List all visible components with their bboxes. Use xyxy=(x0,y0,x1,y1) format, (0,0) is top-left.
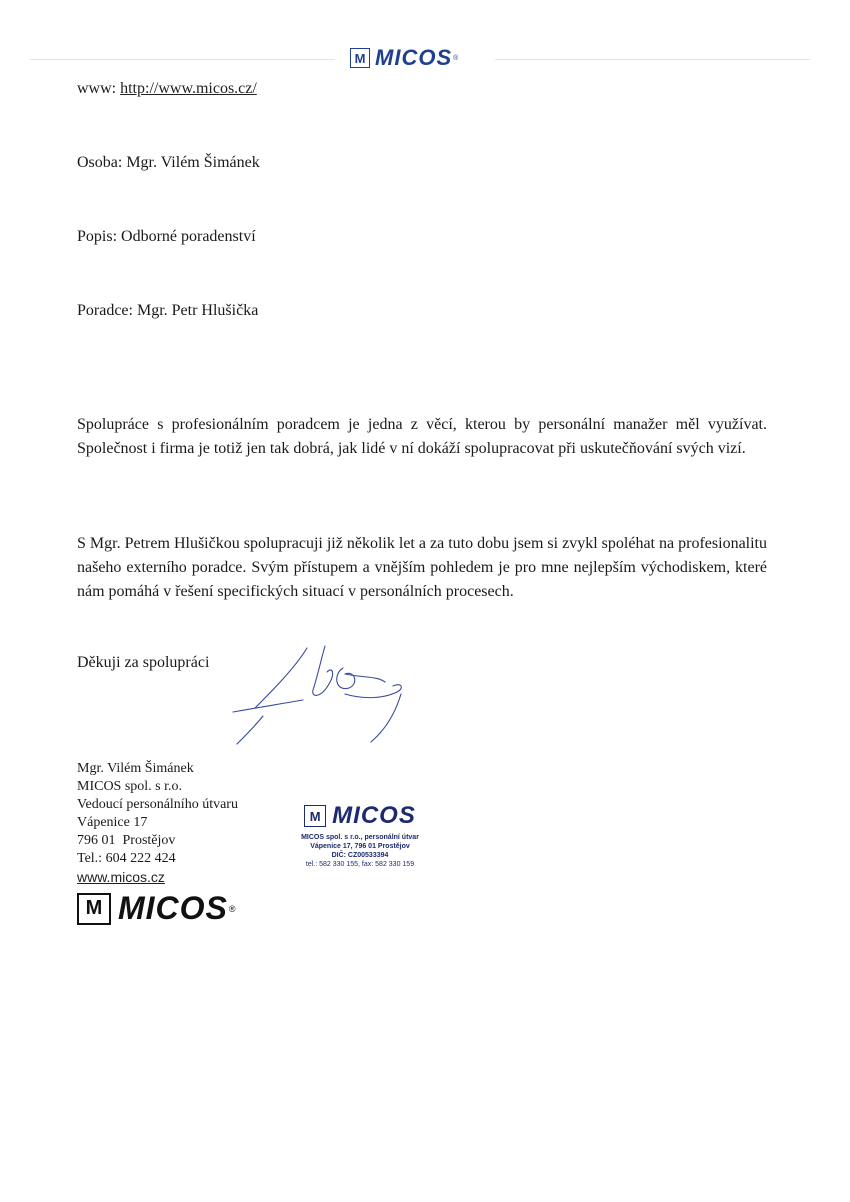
header-logo xyxy=(350,45,458,71)
header-rule-left xyxy=(30,59,335,60)
popis-value: Odborné poradenství xyxy=(121,228,256,245)
closing-line: Děkuji za spolupráci xyxy=(77,654,210,671)
company-stamp xyxy=(280,802,440,869)
footer-logo xyxy=(77,890,236,927)
header-rule-right xyxy=(495,59,810,60)
micos-logo-footer-icon: M xyxy=(77,893,111,925)
stamp-logo-word: MICOS xyxy=(332,802,416,829)
signature-block xyxy=(77,760,238,886)
signer-position: Vedoucí personálního útvaru xyxy=(77,797,238,812)
poradce-value: Mgr. Petr Hlušička xyxy=(136,302,259,319)
body-paragraph-1: Spolupráce s profesionálním poradcem je jedna z věcí, kterou by personální manažer měl využívat. Společnost i firma je totiž jen tak dobrá, jak lidé v ní dokáží spolupracovat při uskutečňování svých vizí. xyxy=(77,416,767,457)
signer-city: 796 01 Prostějov xyxy=(77,833,176,848)
body-paragraph-2: S Mgr. Petrem Hlušičkou spolupracuji již několik let a za tuto dobu jsem si zvykl spoléhat na profesionalitu našeho externího poradce. Svým přístupem a vnějším pohledem je pro mne nejlepším východiskem, které nám pomáhá v řešení specifických situací v personálních procesech. xyxy=(77,535,767,600)
signer-name: Mgr. Vilém Šimánek xyxy=(77,761,194,776)
stamp-line-4: tel.: 582 330 155, fax: 582 330 159 xyxy=(305,861,415,868)
field-popis xyxy=(77,225,256,249)
popis-label: Popis: xyxy=(77,228,118,245)
stamp-line-2: Vápenice 17, 796 01 Prostějov xyxy=(310,843,410,850)
field-poradce xyxy=(77,299,258,323)
signer-phone: Tel.: 604 222 424 xyxy=(77,851,176,866)
stamp-line-3: DIČ: CZ00533394 xyxy=(331,852,389,859)
signer-street: Vápenice 17 xyxy=(77,815,148,830)
signer-company: MICOS spol. s r.o. xyxy=(77,779,183,794)
stamp-line-1: MICOS spol. s r.o., personální útvar xyxy=(301,834,419,841)
www-link[interactable]: http://www.micos.cz/ xyxy=(120,80,257,97)
signer-web-link[interactable]: www.micos.cz xyxy=(77,869,165,885)
footer-logo-word: MICOS xyxy=(118,890,228,926)
poradce-label: Poradce: xyxy=(77,302,133,319)
header-registered-mark: ® xyxy=(453,54,459,62)
www-label: www: xyxy=(77,80,117,97)
header-logo-word: MICOS xyxy=(375,45,453,70)
micos-logo-icon: M xyxy=(350,48,370,68)
field-osoba xyxy=(77,151,260,175)
stamp-logo-icon: M xyxy=(304,805,326,827)
handwritten-signature xyxy=(225,638,425,750)
osoba-label: Osoba: xyxy=(77,154,123,171)
stamp-logo xyxy=(280,802,440,830)
footer-registered-mark: ® xyxy=(228,903,236,914)
osoba-value: Mgr. Vilém Šimánek xyxy=(126,154,260,171)
field-www xyxy=(77,77,257,101)
